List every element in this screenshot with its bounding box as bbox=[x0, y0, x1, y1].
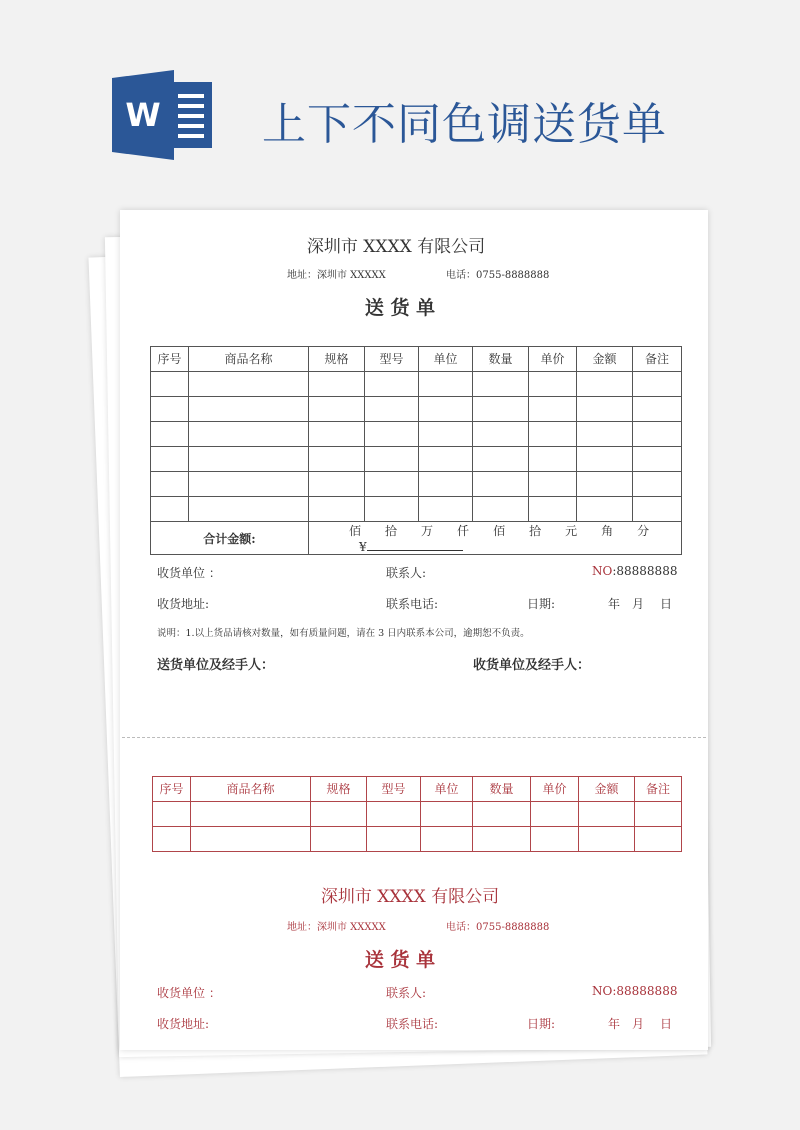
table-cell[interactable] bbox=[579, 827, 635, 852]
column-header: 备注 bbox=[633, 347, 682, 372]
tear-line bbox=[122, 737, 706, 738]
table-header-row bbox=[153, 777, 682, 802]
amount-unit: 元 bbox=[565, 524, 578, 538]
table-cell[interactable] bbox=[635, 827, 682, 852]
month-label-red: 月 bbox=[632, 1017, 645, 1031]
table-cell[interactable] bbox=[419, 472, 473, 497]
amount-unit: 拾 bbox=[385, 524, 398, 538]
currency: ¥ bbox=[359, 540, 367, 554]
table-row bbox=[151, 497, 682, 522]
table-cell[interactable] bbox=[153, 827, 191, 852]
day-label-red: 日 bbox=[660, 1017, 673, 1031]
table-cell[interactable] bbox=[309, 447, 365, 472]
no-prefix: NO bbox=[592, 564, 613, 578]
table-cell[interactable] bbox=[153, 802, 191, 827]
table-cell[interactable] bbox=[367, 802, 421, 827]
table-cell[interactable] bbox=[189, 497, 309, 522]
table-row bbox=[151, 372, 682, 397]
address-red: 地址：深圳市 XXXXX bbox=[287, 922, 386, 933]
goods-table bbox=[150, 346, 682, 555]
table-cell[interactable] bbox=[529, 397, 577, 422]
table-cell[interactable] bbox=[577, 447, 633, 472]
table-cell[interactable] bbox=[473, 827, 531, 852]
amount-unit: 仟 bbox=[457, 524, 470, 538]
doc-title: 送 货 单 bbox=[364, 297, 436, 319]
company-name-red: 深圳市 XXXX 有限公司 bbox=[320, 887, 500, 907]
year-label-red: 年 bbox=[608, 1017, 621, 1031]
amount-unit: 角 bbox=[601, 524, 614, 538]
amount-unit: 佰 bbox=[493, 524, 506, 538]
table-header-row bbox=[151, 347, 682, 372]
table-cell[interactable] bbox=[365, 397, 419, 422]
column-header: 备注 bbox=[635, 777, 682, 802]
date-label: 日期: bbox=[527, 597, 556, 611]
amount-unit: 万 bbox=[421, 524, 434, 538]
doc-title-red: 送 货 单 bbox=[364, 949, 436, 971]
table-cell[interactable] bbox=[633, 472, 682, 497]
date-label-red: 日期: bbox=[527, 1017, 556, 1031]
table-cell[interactable] bbox=[473, 422, 529, 447]
page-heading: 上下不同色调送货单 bbox=[262, 99, 667, 150]
table-cell[interactable] bbox=[579, 802, 635, 827]
table-row bbox=[153, 827, 682, 852]
table-cell[interactable] bbox=[365, 497, 419, 522]
table-cell[interactable] bbox=[531, 827, 579, 852]
table-cell[interactable] bbox=[633, 422, 682, 447]
table-row bbox=[151, 422, 682, 447]
amount-unit: 分 bbox=[637, 524, 650, 538]
table-cell[interactable] bbox=[473, 497, 529, 522]
table-cell[interactable] bbox=[577, 372, 633, 397]
table-row bbox=[151, 472, 682, 497]
table-cell[interactable] bbox=[311, 802, 367, 827]
table-cell[interactable] bbox=[365, 372, 419, 397]
table-cell[interactable] bbox=[529, 447, 577, 472]
table-cell[interactable] bbox=[633, 447, 682, 472]
svg-text:W: W bbox=[125, 96, 161, 134]
contact-label: 联系人: bbox=[386, 566, 427, 580]
column-header: 序号 bbox=[153, 777, 191, 802]
table-cell[interactable] bbox=[529, 422, 577, 447]
table-cell[interactable] bbox=[421, 827, 473, 852]
amount-unit: 拾 bbox=[529, 524, 542, 538]
year-label: 年 bbox=[608, 597, 621, 611]
table-cell[interactable] bbox=[635, 802, 682, 827]
column-header: 规格 bbox=[309, 347, 365, 372]
column-header: 单位 bbox=[421, 777, 473, 802]
sender-sign-label: 送货单位及经手人： bbox=[157, 658, 275, 673]
table-cell[interactable] bbox=[419, 397, 473, 422]
table-cell[interactable] bbox=[365, 472, 419, 497]
table-cell[interactable] bbox=[577, 397, 633, 422]
table-row bbox=[153, 802, 682, 827]
column-header: 数量 bbox=[473, 347, 529, 372]
table-cell[interactable] bbox=[473, 472, 529, 497]
table-cell[interactable] bbox=[151, 397, 189, 422]
column-header: 金额 bbox=[579, 777, 635, 802]
receiver-unit-label-red: 收货单位 ： bbox=[157, 986, 221, 1000]
table-cell[interactable] bbox=[191, 827, 311, 852]
contact-label-red: 联系人: bbox=[386, 986, 427, 1000]
column-header: 规格 bbox=[311, 777, 367, 802]
table-cell[interactable] bbox=[189, 472, 309, 497]
word-icon bbox=[112, 70, 214, 160]
column-header: 序号 bbox=[151, 347, 189, 372]
column-header: 商品名称 bbox=[189, 347, 309, 372]
receiver-address-label-red: 收货地址: bbox=[157, 1017, 210, 1031]
table-cell[interactable] bbox=[309, 422, 365, 447]
column-header: 金额 bbox=[577, 347, 633, 372]
table-cell[interactable] bbox=[419, 447, 473, 472]
table-cell[interactable] bbox=[189, 372, 309, 397]
table-cell[interactable] bbox=[151, 372, 189, 397]
table-cell[interactable] bbox=[577, 422, 633, 447]
table-cell[interactable] bbox=[151, 422, 189, 447]
column-header: 型号 bbox=[365, 347, 419, 372]
phone-red: 电话：0755-8888888 bbox=[446, 922, 550, 933]
table-cell[interactable] bbox=[311, 827, 367, 852]
table-cell[interactable] bbox=[309, 397, 365, 422]
note: 说明：1.以上货品请核对数量，如有质量问题，请在 3 日内联系本公司，逾期恕不负责。 bbox=[157, 628, 530, 639]
table-cell[interactable] bbox=[189, 422, 309, 447]
table-cell[interactable] bbox=[419, 422, 473, 447]
table-cell[interactable] bbox=[529, 497, 577, 522]
contact-phone-label-red: 联系电话: bbox=[386, 1017, 439, 1031]
column-header: 商品名称 bbox=[191, 777, 311, 802]
table-cell[interactable] bbox=[633, 397, 682, 422]
total-row bbox=[151, 522, 682, 555]
table-cell[interactable] bbox=[577, 472, 633, 497]
table-cell[interactable] bbox=[473, 397, 529, 422]
no-value: :88888888 bbox=[612, 564, 678, 578]
table-row bbox=[151, 447, 682, 472]
table-cell[interactable] bbox=[151, 497, 189, 522]
table-cell[interactable] bbox=[309, 497, 365, 522]
table-cell[interactable] bbox=[473, 372, 529, 397]
company-name: 深圳市 XXXX 有限公司 bbox=[306, 237, 486, 257]
table-cell[interactable] bbox=[531, 802, 579, 827]
table-row bbox=[151, 397, 682, 422]
table-cell[interactable] bbox=[473, 447, 529, 472]
table-cell[interactable] bbox=[529, 472, 577, 497]
column-header: 单价 bbox=[531, 777, 579, 802]
table-cell[interactable] bbox=[633, 372, 682, 397]
table-cell[interactable] bbox=[577, 497, 633, 522]
table-cell[interactable] bbox=[189, 397, 309, 422]
table-cell[interactable] bbox=[309, 472, 365, 497]
amount-unit: 佰 bbox=[349, 524, 362, 538]
phone: 电话：0755-8888888 bbox=[446, 270, 550, 281]
receiver-address-label: 收货地址: bbox=[157, 597, 210, 611]
goods-table-red bbox=[152, 776, 682, 852]
table-cell[interactable] bbox=[367, 827, 421, 852]
column-header: 单价 bbox=[529, 347, 577, 372]
column-header: 型号 bbox=[367, 777, 421, 802]
amount-blank[interactable] bbox=[367, 539, 463, 551]
column-header: 数量 bbox=[473, 777, 531, 802]
table-cell[interactable] bbox=[421, 802, 473, 827]
address: 地址：深圳市 XXXXX bbox=[287, 270, 386, 281]
total-label: 合计金额: bbox=[151, 522, 309, 555]
table-cell[interactable] bbox=[473, 802, 531, 827]
column-header: 单位 bbox=[419, 347, 473, 372]
receiver-unit-label: 收货单位 ： bbox=[157, 566, 221, 580]
table-cell[interactable] bbox=[633, 497, 682, 522]
no-red: NO:88888888 bbox=[592, 984, 678, 998]
table-cell[interactable] bbox=[309, 372, 365, 397]
total-amount bbox=[309, 522, 682, 555]
table-cell[interactable] bbox=[151, 447, 189, 472]
receiver-sign-label: 收货单位及经手人： bbox=[473, 658, 591, 673]
contact-phone-label: 联系电话: bbox=[386, 597, 439, 611]
table-cell[interactable] bbox=[151, 472, 189, 497]
table-cell[interactable] bbox=[529, 372, 577, 397]
table-cell[interactable] bbox=[189, 447, 309, 472]
table-cell[interactable] bbox=[419, 372, 473, 397]
table-cell[interactable] bbox=[419, 497, 473, 522]
day-label: 日 bbox=[660, 597, 673, 611]
month-label: 月 bbox=[632, 597, 645, 611]
table-cell[interactable] bbox=[191, 802, 311, 827]
table-cell[interactable] bbox=[365, 422, 419, 447]
table-cell[interactable] bbox=[365, 447, 419, 472]
